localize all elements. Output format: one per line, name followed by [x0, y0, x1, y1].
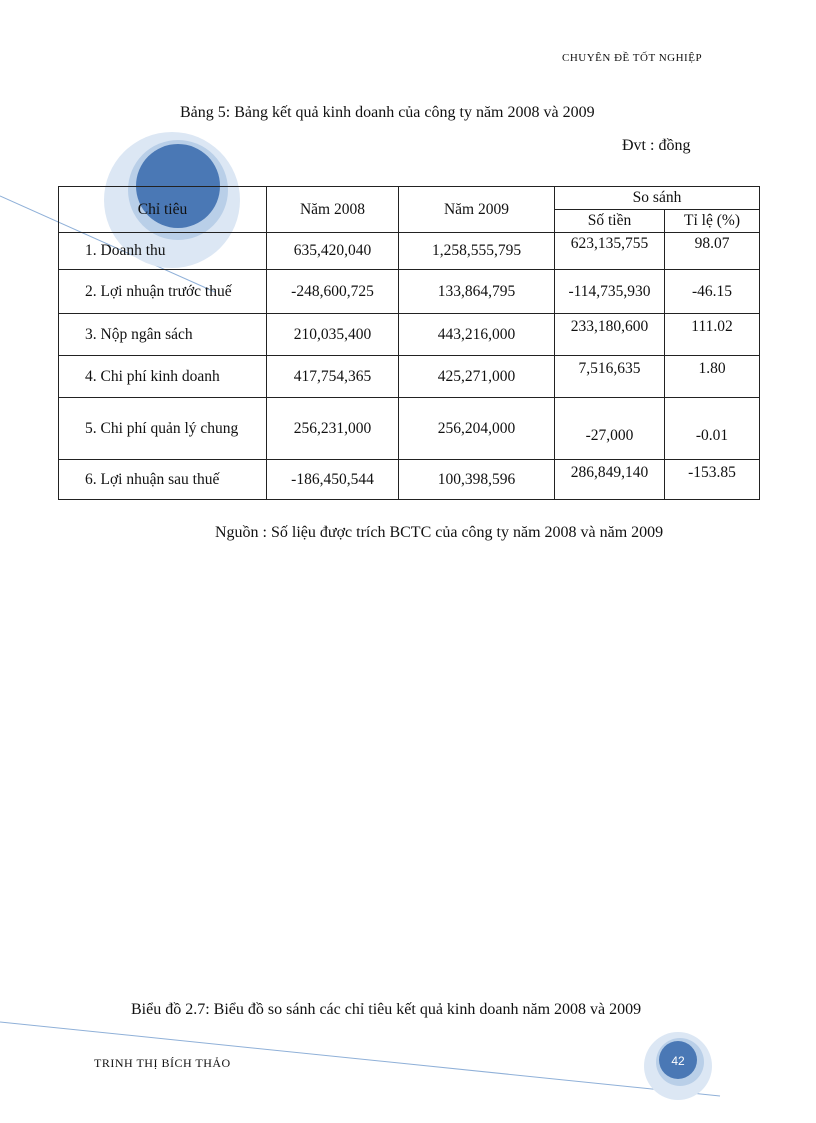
header-year-2009: Năm 2009: [399, 187, 555, 233]
table-row: [59, 270, 760, 314]
table-row: [59, 398, 760, 460]
row-amount: -114,735,930: [555, 270, 665, 314]
header-ratio: Tỉ lệ (%): [665, 210, 760, 233]
row-amount: 286,849,140: [555, 460, 665, 500]
table-title: Bảng 5: Bảng kết quả kinh doanh của công ty năm 2008 và 2009: [180, 104, 595, 121]
row-label: 4. Chi phí kinh doanh: [59, 356, 267, 398]
source-note: Nguồn : Số liệu được trích BCTC của công ty năm 2008 và năm 2009: [215, 524, 664, 541]
row-ratio: -153.85: [665, 460, 760, 500]
table-row: [59, 460, 760, 500]
header-indicator: Chỉ tiêu: [59, 187, 267, 233]
row-ratio: -0.01: [665, 398, 760, 460]
row-label: 2. Lợi nhuận trước thuế: [59, 270, 267, 314]
row-ratio: 1.80: [665, 356, 760, 398]
row-value-2008: -186,450,544: [267, 460, 399, 500]
header-year-2008: Năm 2008: [267, 187, 399, 233]
row-ratio: 98.07: [665, 233, 760, 270]
row-amount: 233,180,600: [555, 314, 665, 356]
row-value-2009: 256,204,000: [399, 398, 555, 460]
table-row: [59, 314, 760, 356]
results-table: [58, 186, 760, 500]
row-value-2009: 443,216,000: [399, 314, 555, 356]
table-row: [59, 356, 760, 398]
row-value-2008: 417,754,365: [267, 356, 399, 398]
row-value-2009: 425,271,000: [399, 356, 555, 398]
row-value-2008: 210,035,400: [267, 314, 399, 356]
row-value-2008: 635,420,040: [267, 233, 399, 270]
row-value-2009: 133,864,795: [399, 270, 555, 314]
row-ratio: -46.15: [665, 270, 760, 314]
header-compare: So sánh: [555, 187, 760, 210]
row-amount: 7,516,635: [555, 356, 665, 398]
row-ratio: 111.02: [665, 314, 760, 356]
row-label: 6. Lợi nhuận sau thuế: [59, 460, 267, 500]
row-label: 5. Chi phí quản lý chung: [59, 398, 267, 460]
row-value-2009: 100,398,596: [399, 460, 555, 500]
chart-caption: Biểu đồ 2.7: Biểu đồ so sánh các chỉ tiêu kết quả kinh doanh năm 2008 và 2009: [131, 1001, 642, 1018]
row-label: 3. Nộp ngân sách: [59, 314, 267, 356]
document-header-title: CHUYÊN ĐỀ TỐT NGHIỆP: [562, 52, 703, 64]
row-amount: -27,000: [555, 398, 665, 460]
row-amount: 623,135,755: [555, 233, 665, 270]
row-value-2009: 1,258,555,795: [399, 233, 555, 270]
row-value-2008: 256,231,000: [267, 398, 399, 460]
footer-author-name: TRINH THỊ BÍCH THẢO: [94, 1056, 231, 1070]
row-value-2008: -248,600,725: [267, 270, 399, 314]
row-label: 1. Doanh thu: [59, 233, 267, 270]
table-row: [59, 233, 760, 270]
page-number: 42: [671, 1054, 685, 1068]
header-amount: Số tiền: [555, 210, 665, 233]
unit-label: Đvt : đồng: [622, 137, 691, 154]
